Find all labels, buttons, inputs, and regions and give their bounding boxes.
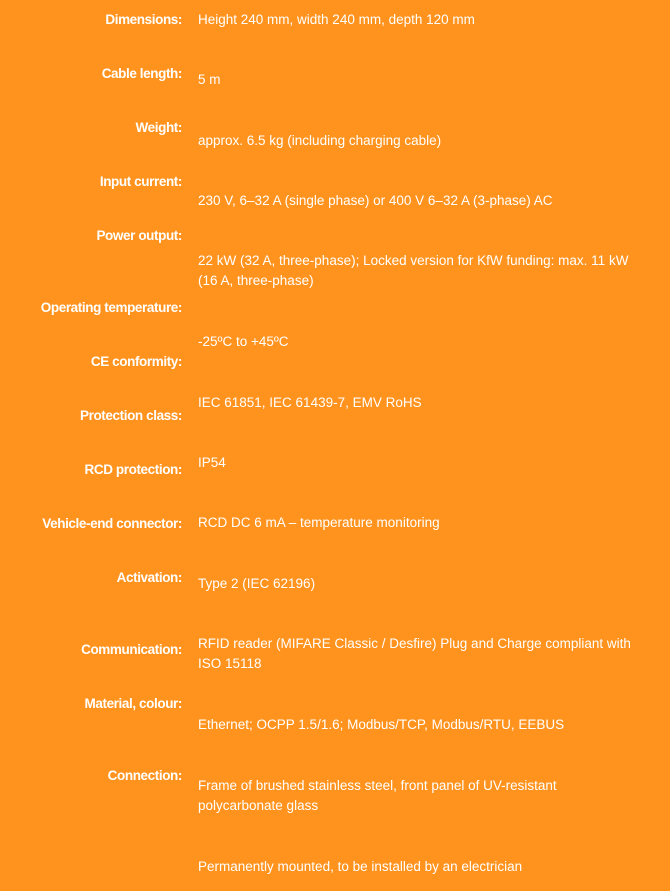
spec-value-rcd-protection: RCD DC 6 mA – temperature monitoring (198, 515, 440, 530)
spec-label-connection: Connection: (107, 768, 182, 783)
spec-label-operating-temperature: Operating temperature: (40, 300, 182, 315)
spec-label-material-colour: Material, colour: (84, 696, 182, 711)
spec-label-rcd-protection: RCD protection: (84, 462, 182, 477)
spec-label-ce-conformity: CE conformity: (90, 354, 182, 369)
spec-value-protection-class: IP54 (198, 455, 226, 470)
spec-value-dimensions: Height 240 mm, width 240 mm, depth 120 mm (198, 12, 475, 27)
spec-value-operating-temperature: -25ºC to +45ºC (198, 334, 289, 349)
spec-labels-column (0, 0, 182, 891)
spec-value-input-current: 230 V, 6–32 A (single phase) or 400 V 6–32 A (3-phase) AC (198, 193, 553, 208)
spec-label-cable-length: Cable length: (101, 66, 182, 81)
spec-label-power-output: Power output: (96, 228, 182, 243)
spec-label-protection-class: Protection class: (80, 408, 182, 423)
spec-label-vehicle-end-connector: Vehicle-end connector: (42, 516, 182, 531)
spec-value-ce-conformity: IEC 61851, IEC 61439-7, EMV RoHS (198, 395, 422, 410)
spec-value-vehicle-end-connector: Type 2 (IEC 62196) (198, 576, 316, 591)
spec-label-communication: Communication: (81, 642, 182, 657)
spec-values-column (198, 0, 648, 891)
spec-value-weight: approx. 6.5 kg (including charging cable) (198, 133, 442, 148)
spec-value-power-output: 22 kW (32 A, three-phase); Locked version for KfW funding: max. 11 kW (16 A, three-phase) (198, 253, 629, 288)
spec-label-dimensions: Dimensions: (105, 12, 182, 27)
spec-value-communication: Ethernet; OCPP 1.5/1.6; Modbus/TCP, Modbus/RTU, EEBUS (198, 717, 565, 732)
spec-label-weight: Weight: (135, 120, 182, 135)
spec-label-activation: Activation: (116, 570, 182, 585)
spec-value-material-colour: Frame of brushed stainless steel, front panel of UV-resistant polycarbonate glass (198, 778, 557, 813)
spec-value-activation: RFID reader (MIFARE Classic / Desfire) Plug and Charge compliant with ISO 15118 (198, 636, 631, 671)
spec-value-cable-length: 5 m (198, 72, 221, 87)
spec-value-connection: Permanently mounted, to be installed by an electrician (198, 859, 523, 874)
spec-label-input-current: Input current: (99, 174, 182, 189)
